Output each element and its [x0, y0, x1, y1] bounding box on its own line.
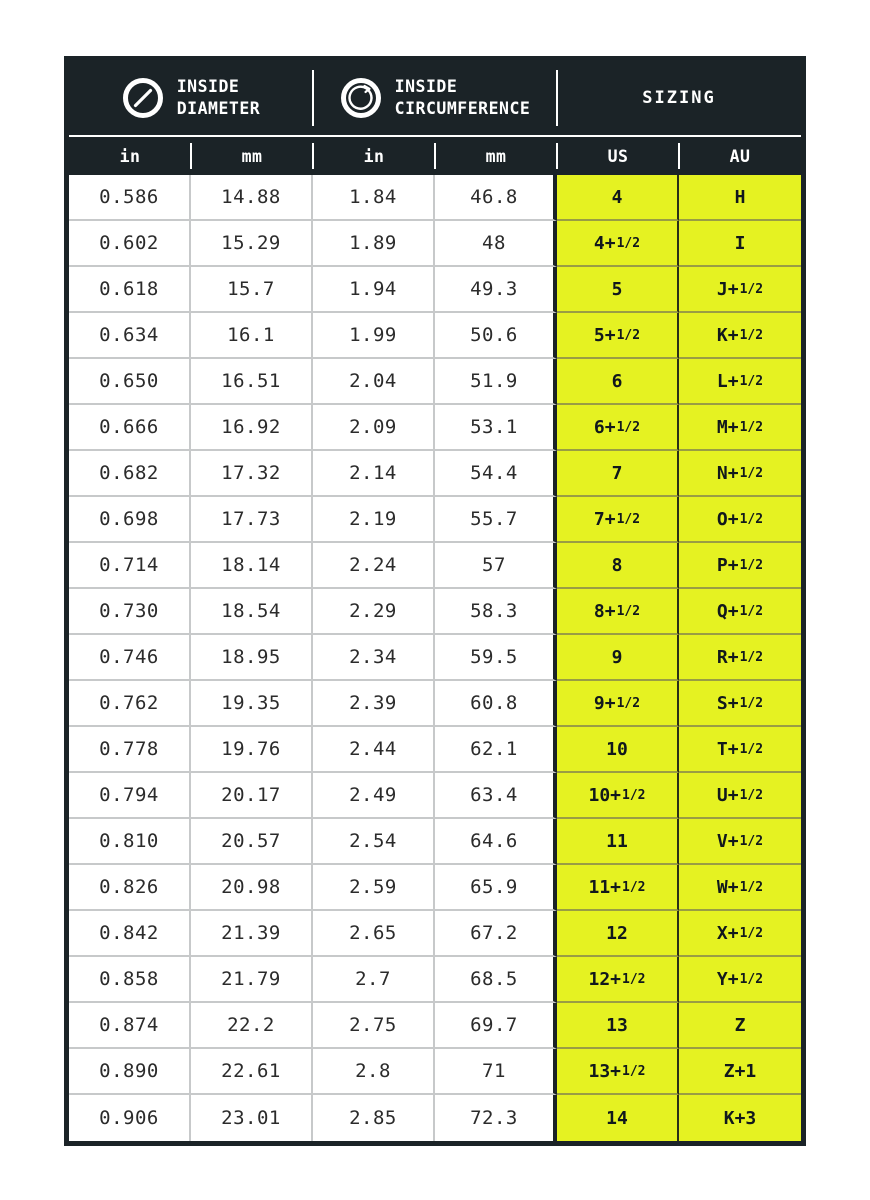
cell-circumference-in: 1.84: [313, 175, 435, 221]
cell-circumference-mm: 68.5: [435, 957, 557, 1003]
cell-diameter-mm: 19.76: [191, 727, 313, 773]
cell-diameter-mm: 16.92: [191, 405, 313, 451]
table-row: [69, 175, 801, 221]
cell-diameter-in: 0.794: [69, 773, 191, 819]
table-row: [69, 865, 801, 911]
cell-diameter-in: 0.858: [69, 957, 191, 1003]
table-row: [69, 727, 801, 773]
column-header-diameter-in: in: [69, 137, 191, 175]
cell-diameter-mm: 22.2: [191, 1003, 313, 1049]
cell-circumference-mm: 50.6: [435, 313, 557, 359]
cell-diameter-in: 0.810: [69, 819, 191, 865]
cell-diameter-in: 0.714: [69, 543, 191, 589]
cell-size-us: 10: [557, 727, 679, 773]
table-row: [69, 359, 801, 405]
cell-diameter-mm: 20.17: [191, 773, 313, 819]
column-header-circumference-mm: mm: [435, 137, 557, 175]
cell-size-us: 14: [557, 1095, 679, 1141]
ring-size-chart: [64, 56, 806, 1146]
cell-diameter-mm: 20.57: [191, 819, 313, 865]
diameter-icon: [122, 77, 164, 119]
cell-diameter-mm: 21.79: [191, 957, 313, 1003]
cell-circumference-in: 1.89: [313, 221, 435, 267]
table-row: [69, 221, 801, 267]
cell-size-us: 5: [557, 267, 679, 313]
cell-circumference-in: 2.65: [313, 911, 435, 957]
cell-size-us: 13+ 1/2: [557, 1049, 679, 1095]
cell-size-us: 7: [557, 451, 679, 497]
cell-size-au: U+ 1/2: [679, 773, 801, 819]
cell-circumference-in: 2.54: [313, 819, 435, 865]
cell-circumference-in: 2.09: [313, 405, 435, 451]
column-header-diameter-mm: mm: [191, 137, 313, 175]
cell-circumference-in: 2.44: [313, 727, 435, 773]
table-row: [69, 773, 801, 819]
cell-size-us: 12+ 1/2: [557, 957, 679, 1003]
cell-size-au: J+ 1/2: [679, 267, 801, 313]
cell-circumference-in: 2.75: [313, 1003, 435, 1049]
table-row: [69, 497, 801, 543]
cell-diameter-mm: 15.7: [191, 267, 313, 313]
header-label-inside-circumference: INSIDE CIRCUMFERENCE: [394, 76, 531, 118]
cell-diameter-in: 0.778: [69, 727, 191, 773]
cell-circumference-mm: 51.9: [435, 359, 557, 405]
column-header-circumference-in: in: [313, 137, 435, 175]
cell-diameter-mm: 19.35: [191, 681, 313, 727]
header-main-row: [69, 61, 801, 135]
cell-diameter-mm: 18.14: [191, 543, 313, 589]
cell-size-us: 8: [557, 543, 679, 589]
table-row: [69, 911, 801, 957]
cell-diameter-in: 0.890: [69, 1049, 191, 1095]
cell-circumference-mm: 48: [435, 221, 557, 267]
cell-circumference-mm: 55.7: [435, 497, 557, 543]
cell-diameter-in: 0.634: [69, 313, 191, 359]
cell-circumference-in: 2.19: [313, 497, 435, 543]
cell-diameter-mm: 20.98: [191, 865, 313, 911]
cell-diameter-mm: 18.95: [191, 635, 313, 681]
cell-diameter-in: 0.618: [69, 267, 191, 313]
table-row: [69, 819, 801, 865]
cell-circumference-in: 2.59: [313, 865, 435, 911]
cell-size-au: Q+ 1/2: [679, 589, 801, 635]
cell-circumference-in: 2.14: [313, 451, 435, 497]
cell-size-au: R+ 1/2: [679, 635, 801, 681]
cell-size-us: 9: [557, 635, 679, 681]
cell-diameter-in: 0.650: [69, 359, 191, 405]
cell-size-us: 12: [557, 911, 679, 957]
cell-size-au: X+ 1/2: [679, 911, 801, 957]
cell-circumference-mm: 63.4: [435, 773, 557, 819]
cell-size-us: 9+ 1/2: [557, 681, 679, 727]
cell-circumference-in: 2.49: [313, 773, 435, 819]
cell-circumference-mm: 60.8: [435, 681, 557, 727]
cell-size-us: 11: [557, 819, 679, 865]
table-row: [69, 543, 801, 589]
cell-diameter-in: 0.906: [69, 1095, 191, 1141]
cell-size-us: 11+ 1/2: [557, 865, 679, 911]
table-row: [69, 405, 801, 451]
cell-size-au: K+ 1/2: [679, 313, 801, 359]
cell-circumference-in: 1.94: [313, 267, 435, 313]
cell-circumference-mm: 72.3: [435, 1095, 557, 1141]
chart-header: [69, 61, 801, 175]
cell-diameter-mm: 18.54: [191, 589, 313, 635]
cell-diameter-mm: 17.32: [191, 451, 313, 497]
cell-diameter-mm: 16.51: [191, 359, 313, 405]
header-units-row: [69, 137, 801, 175]
cell-diameter-in: 0.698: [69, 497, 191, 543]
cell-circumference-in: 2.34: [313, 635, 435, 681]
cell-size-us: 7+ 1/2: [557, 497, 679, 543]
cell-diameter-mm: 15.29: [191, 221, 313, 267]
cell-size-au: N+ 1/2: [679, 451, 801, 497]
cell-size-au: Z: [679, 1003, 801, 1049]
cell-circumference-in: 2.85: [313, 1095, 435, 1141]
cell-diameter-mm: 21.39: [191, 911, 313, 957]
cell-circumference-mm: 59.5: [435, 635, 557, 681]
cell-diameter-in: 0.874: [69, 1003, 191, 1049]
cell-size-au: H: [679, 175, 801, 221]
cell-size-au: V+ 1/2: [679, 819, 801, 865]
cell-circumference-mm: 58.3: [435, 589, 557, 635]
cell-diameter-mm: 22.61: [191, 1049, 313, 1095]
header-section-sizing: [557, 61, 801, 135]
table-body: [69, 175, 801, 1141]
table-row: [69, 957, 801, 1003]
table-row: [69, 635, 801, 681]
cell-size-au: T+ 1/2: [679, 727, 801, 773]
table-row: [69, 1095, 801, 1141]
cell-circumference-mm: 64.6: [435, 819, 557, 865]
cell-size-au: K+3: [679, 1095, 801, 1141]
cell-diameter-in: 0.730: [69, 589, 191, 635]
cell-circumference-mm: 67.2: [435, 911, 557, 957]
header-label-sizing: SIZING: [642, 88, 716, 108]
cell-circumference-mm: 46.8: [435, 175, 557, 221]
cell-size-au: M+ 1/2: [679, 405, 801, 451]
cell-size-us: 13: [557, 1003, 679, 1049]
cell-circumference-mm: 71: [435, 1049, 557, 1095]
table-row: [69, 1003, 801, 1049]
table-row: [69, 589, 801, 635]
cell-size-us: 10+ 1/2: [557, 773, 679, 819]
cell-size-au: L+ 1/2: [679, 359, 801, 405]
cell-circumference-mm: 57: [435, 543, 557, 589]
cell-circumference-mm: 54.4: [435, 451, 557, 497]
column-header-au: AU: [729, 146, 751, 166]
header-section-inside-diameter: [69, 61, 313, 135]
cell-circumference-in: 2.04: [313, 359, 435, 405]
cell-diameter-in: 0.746: [69, 635, 191, 681]
table-row: [69, 313, 801, 359]
cell-circumference-in: 2.39: [313, 681, 435, 727]
cell-circumference-mm: 69.7: [435, 1003, 557, 1049]
cell-diameter-in: 0.682: [69, 451, 191, 497]
table-row: [69, 1049, 801, 1095]
cell-size-au: S+ 1/2: [679, 681, 801, 727]
cell-diameter-in: 0.666: [69, 405, 191, 451]
cell-diameter-mm: 14.88: [191, 175, 313, 221]
cell-circumference-mm: 62.1: [435, 727, 557, 773]
cell-circumference-in: 2.29: [313, 589, 435, 635]
column-header-us: US: [557, 137, 679, 175]
cell-diameter-mm: 16.1: [191, 313, 313, 359]
cell-size-us: 8+ 1/2: [557, 589, 679, 635]
cell-circumference-in: 2.7: [313, 957, 435, 1003]
cell-circumference-in: 1.99: [313, 313, 435, 359]
cell-diameter-mm: 23.01: [191, 1095, 313, 1141]
cell-size-us: 5+ 1/2: [557, 313, 679, 359]
table-row: [69, 681, 801, 727]
table-row: [69, 451, 801, 497]
cell-size-au: O+ 1/2: [679, 497, 801, 543]
cell-diameter-in: 0.762: [69, 681, 191, 727]
cell-size-au: W+ 1/2: [679, 865, 801, 911]
cell-size-au: Z+1: [679, 1049, 801, 1095]
cell-size-us: 4+ 1/2: [557, 221, 679, 267]
header-label-inside-diameter: INSIDE DIAMETER: [176, 76, 261, 118]
cell-diameter-in: 0.602: [69, 221, 191, 267]
cell-circumference-mm: 49.3: [435, 267, 557, 313]
cell-size-us: 6+ 1/2: [557, 405, 679, 451]
cell-size-au: I: [679, 221, 801, 267]
cell-diameter-mm: 17.73: [191, 497, 313, 543]
table-row: [69, 267, 801, 313]
cell-circumference-mm: 53.1: [435, 405, 557, 451]
cell-size-us: 4: [557, 175, 679, 221]
cell-diameter-in: 0.842: [69, 911, 191, 957]
circumference-icon: [340, 77, 382, 119]
cell-diameter-in: 0.586: [69, 175, 191, 221]
cell-circumference-mm: 65.9: [435, 865, 557, 911]
cell-size-au: P+ 1/2: [679, 543, 801, 589]
cell-circumference-in: 2.24: [313, 543, 435, 589]
cell-size-us: 6: [557, 359, 679, 405]
cell-diameter-in: 0.826: [69, 865, 191, 911]
header-section-inside-circumference: [313, 61, 557, 135]
cell-circumference-in: 2.8: [313, 1049, 435, 1095]
cell-size-au: Y+ 1/2: [679, 957, 801, 1003]
